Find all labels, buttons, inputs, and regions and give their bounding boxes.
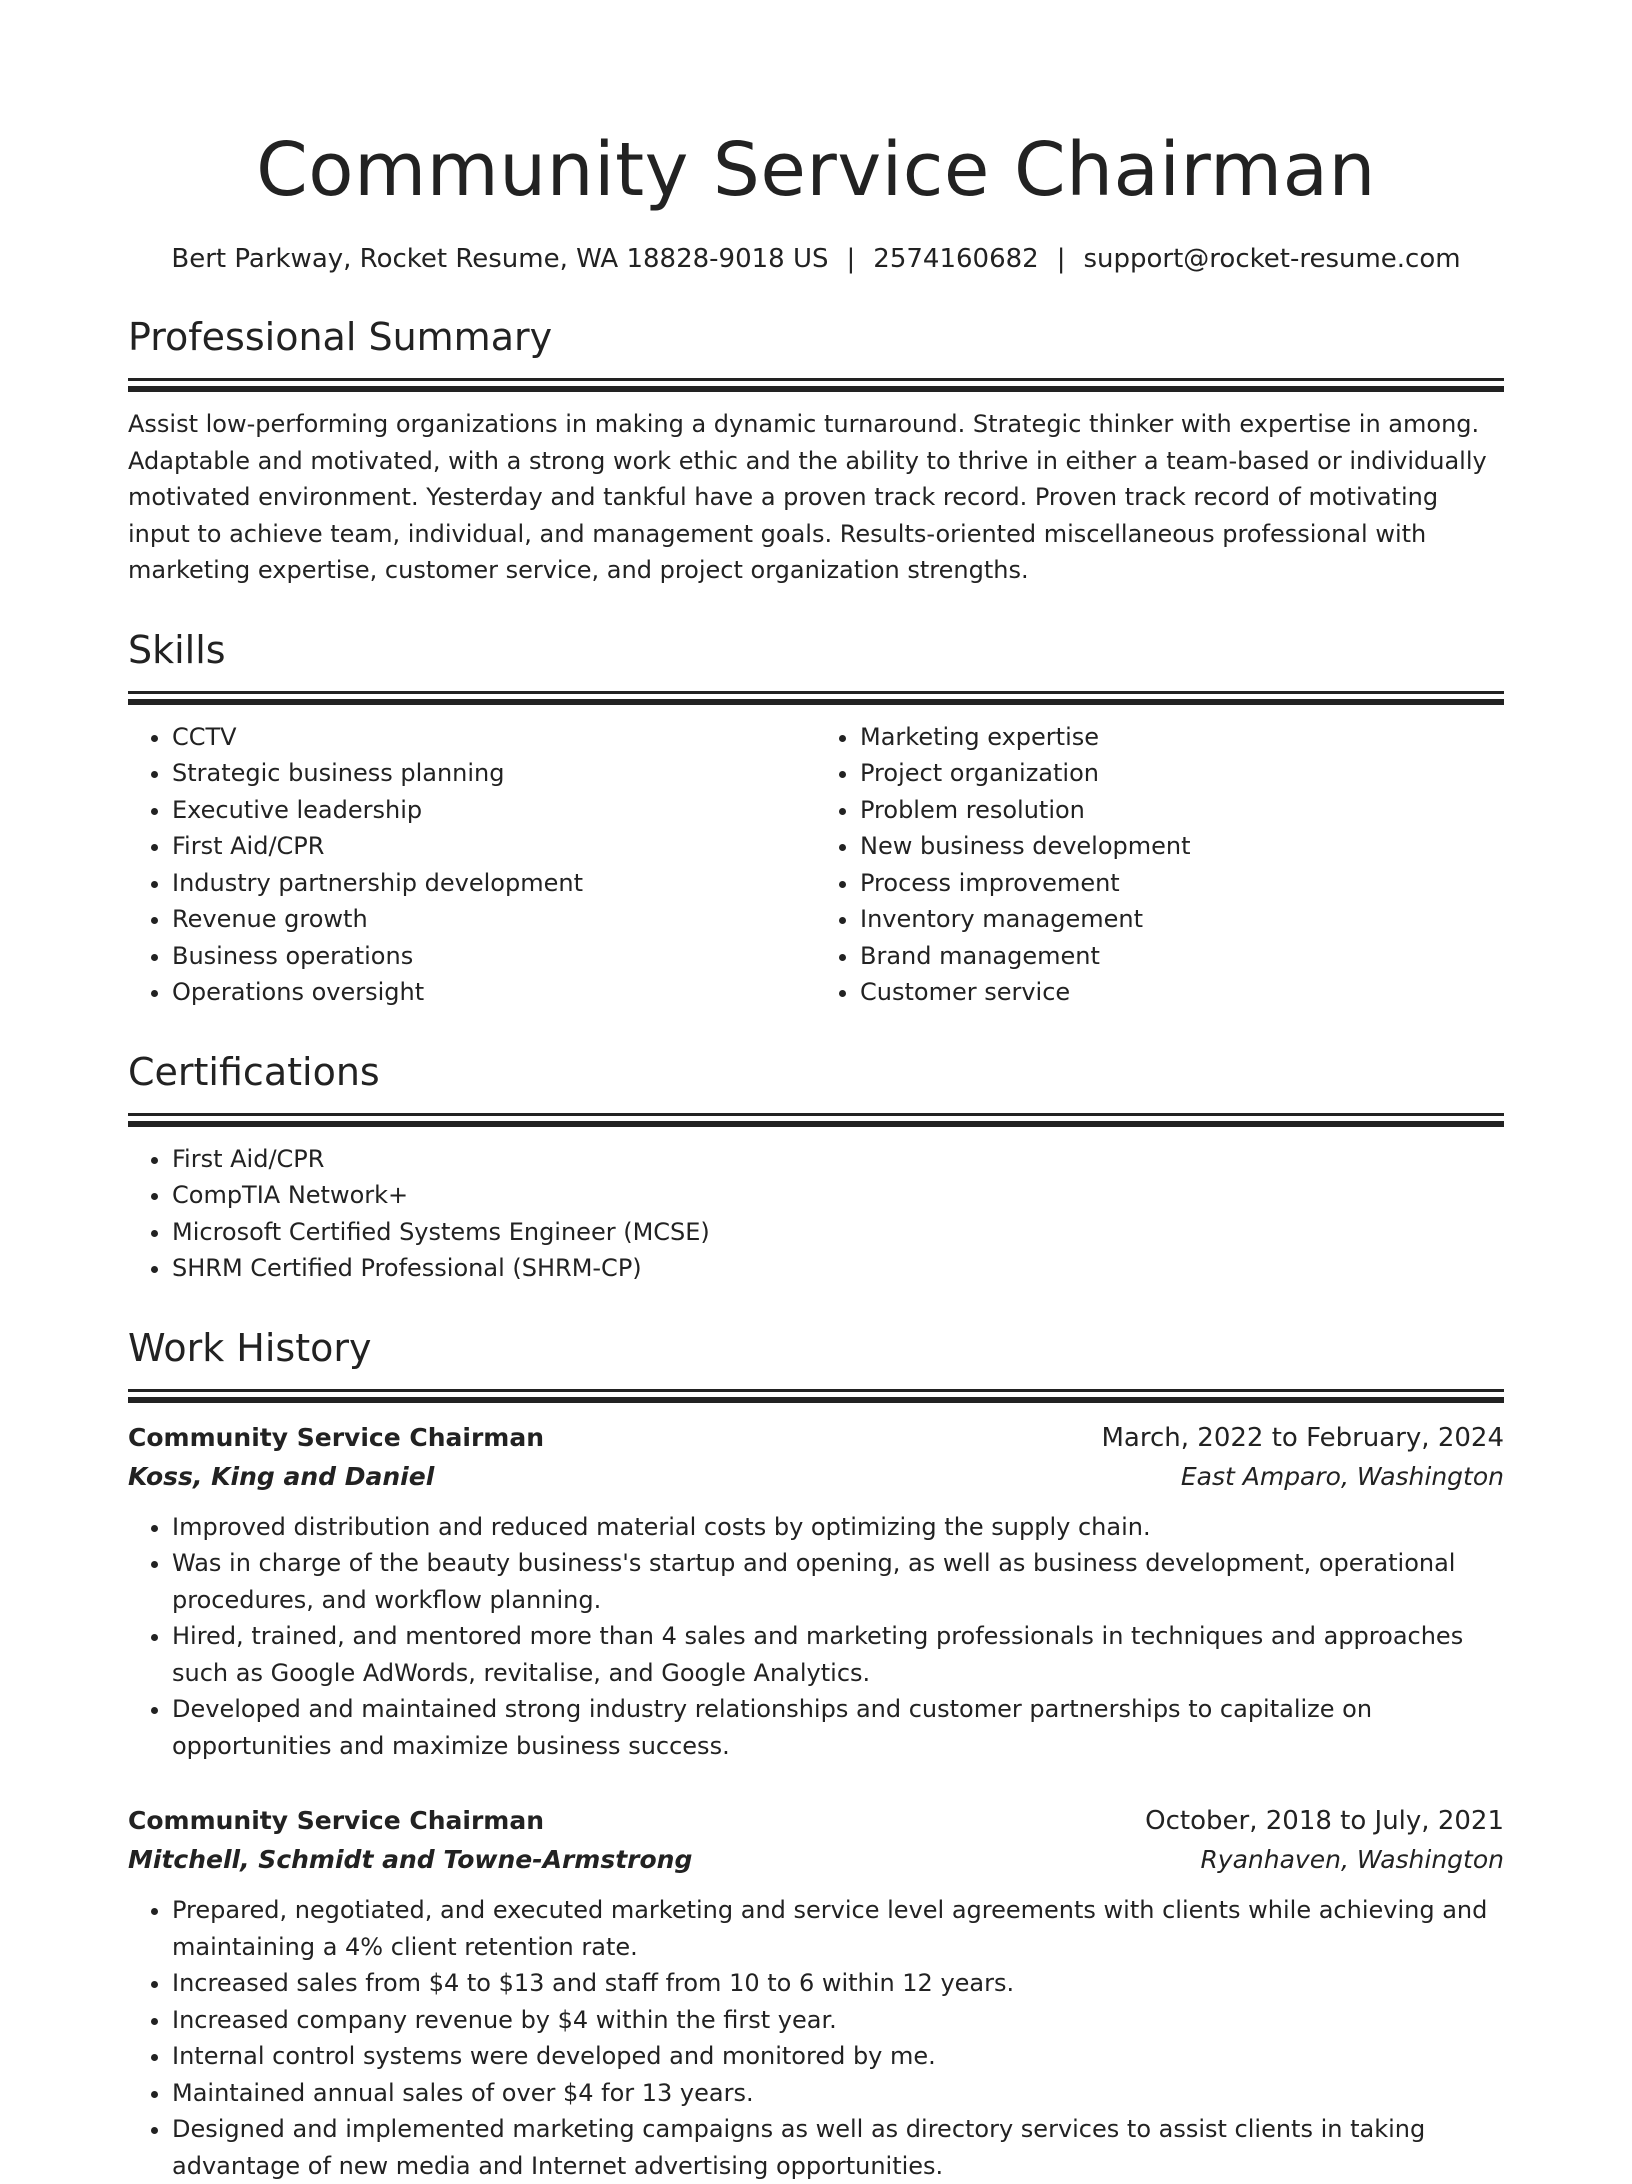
job-bullet: • Designed and implemented marketing campaigns as well as directory services to assist clients in taking advantage of new media and Internet advertising opportunities.: [172, 2111, 1504, 2184]
contact-line: [128, 242, 1504, 276]
job-entry: [128, 1419, 1504, 1765]
summary-heading: Professional Summary: [128, 312, 1504, 362]
job-header-row: [128, 1802, 1504, 1840]
skill-item: • Revenue growth: [172, 901, 816, 938]
skills-heading: Skills: [128, 625, 1504, 675]
skills-grid: [128, 719, 1504, 1011]
job-bullet: • Improved distribution and reduced material costs by optimizing the supply chain.: [172, 1509, 1504, 1546]
skill-item: • Industry partnership development: [172, 865, 816, 902]
job-bullet: • Internal control systems were developed and monitored by me.: [172, 2038, 1504, 2075]
section-rule: [128, 1389, 1504, 1392]
skill-item: • Strategic business planning: [172, 755, 816, 792]
skill-item: • CCTV: [172, 719, 816, 756]
skill-item: • Problem resolution: [860, 792, 1504, 829]
certification-item: • CompTIA Network+: [172, 1177, 1504, 1214]
job-subheader-row: [128, 1840, 1504, 1880]
certifications-heading: Certifications: [128, 1047, 1504, 1097]
job-company: Mitchell, Schmidt and Towne-Armstrong: [128, 1840, 692, 1880]
skill-item: • First Aid/CPR: [172, 828, 816, 865]
job-bullets: [128, 1509, 1504, 1765]
skill-item: • New business development: [860, 828, 1504, 865]
section-rule-thick: [128, 1397, 1504, 1403]
resume-title: Community Service Chairman: [128, 120, 1504, 220]
skill-item: • Executive leadership: [172, 792, 816, 829]
job-dates: March, 2022 to February, 2024: [1102, 1419, 1505, 1457]
summary-text: Assist low-performing organizations in making a dynamic turnaround. Strategic thinker with expertise in among. Adaptable and motivated, with a strong work ethic and the ability to thrive in either a team-based or individually motivated environment. Yesterday and tankful have a proven track record. Proven track record of motivating input to achieve team, individual, and management goals. Results-oriented miscellaneous professional with marketing expertise, customer service, and project organization strengths.: [128, 406, 1504, 589]
job-bullet: • Was in charge of the beauty business's startup and opening, as well as business development, operational procedures, and workflow planning.: [172, 1545, 1504, 1618]
certification-item: • First Aid/CPR: [172, 1141, 1504, 1178]
certification-item: • Microsoft Certified Systems Engineer (MCSE): [172, 1214, 1504, 1251]
job-bullets: [128, 1892, 1504, 2184]
job-bullet: • Prepared, negotiated, and executed marketing and service level agreements with clients while achieving and maintaining a 4% client retention rate.: [172, 1892, 1504, 1965]
section-rule: [128, 691, 1504, 694]
skills-list-right: [816, 719, 1504, 1011]
skill-item: • Marketing expertise: [860, 719, 1504, 756]
job-location: East Amparo, Washington: [1181, 1457, 1504, 1497]
job-title: Community Service Chairman: [128, 1802, 544, 1840]
job-entry: [128, 1802, 1504, 2184]
section-rule-thick: [128, 1121, 1504, 1127]
job-subheader-row: [128, 1457, 1504, 1497]
skills-section: [128, 625, 1504, 1011]
summary-section: [128, 312, 1504, 589]
job-dates: October, 2018 to July, 2021: [1145, 1802, 1504, 1840]
job-bullet: • Increased company revenue by $4 within the first year.: [172, 2002, 1504, 2039]
skill-item: • Process improvement: [860, 865, 1504, 902]
contact-separator: |: [1039, 244, 1084, 274]
job-bullet: • Hired, trained, and mentored more than 4 sales and marketing professionals in techniques and approaches such as Google AdWords, revitalise, and Google Analytics.: [172, 1618, 1504, 1691]
skills-list-left: [128, 719, 816, 1011]
contact-phone: 2574160682: [873, 244, 1038, 274]
work-history-heading: Work History: [128, 1323, 1504, 1373]
contact-address: Bert Parkway, Rocket Resume, WA 18828-9018 US: [171, 244, 828, 274]
section-rule-thick: [128, 699, 1504, 705]
skill-item: • Customer service: [860, 974, 1504, 1011]
certifications-list: [128, 1141, 1504, 1287]
job-header-row: [128, 1419, 1504, 1457]
job-bullet: • Maintained annual sales of over $4 for 13 years.: [172, 2075, 1504, 2112]
job-location: Ryanhaven, Washington: [1200, 1840, 1504, 1880]
skill-item: • Brand management: [860, 938, 1504, 975]
work-history-section: [128, 1323, 1504, 2184]
section-rule-thick: [128, 386, 1504, 392]
section-rule: [128, 378, 1504, 381]
section-rule: [128, 1113, 1504, 1116]
job-title: Community Service Chairman: [128, 1419, 544, 1457]
certifications-section: [128, 1047, 1504, 1287]
certification-item: • SHRM Certified Professional (SHRM-CP): [172, 1250, 1504, 1287]
skill-item: • Inventory management: [860, 901, 1504, 938]
job-bullet: • Increased sales from $4 to $13 and staff from 10 to 6 within 12 years.: [172, 1965, 1504, 2002]
job-company: Koss, King and Daniel: [128, 1457, 434, 1497]
skill-item: • Operations oversight: [172, 974, 816, 1011]
skill-item: • Project organization: [860, 755, 1504, 792]
job-bullet: • Developed and maintained strong industry relationships and customer partnerships to capitalize on opportunities and maximize business success.: [172, 1691, 1504, 1764]
contact-separator: |: [829, 244, 874, 274]
skill-item: • Business operations: [172, 938, 816, 975]
contact-email: support@rocket-resume.com: [1083, 244, 1460, 274]
